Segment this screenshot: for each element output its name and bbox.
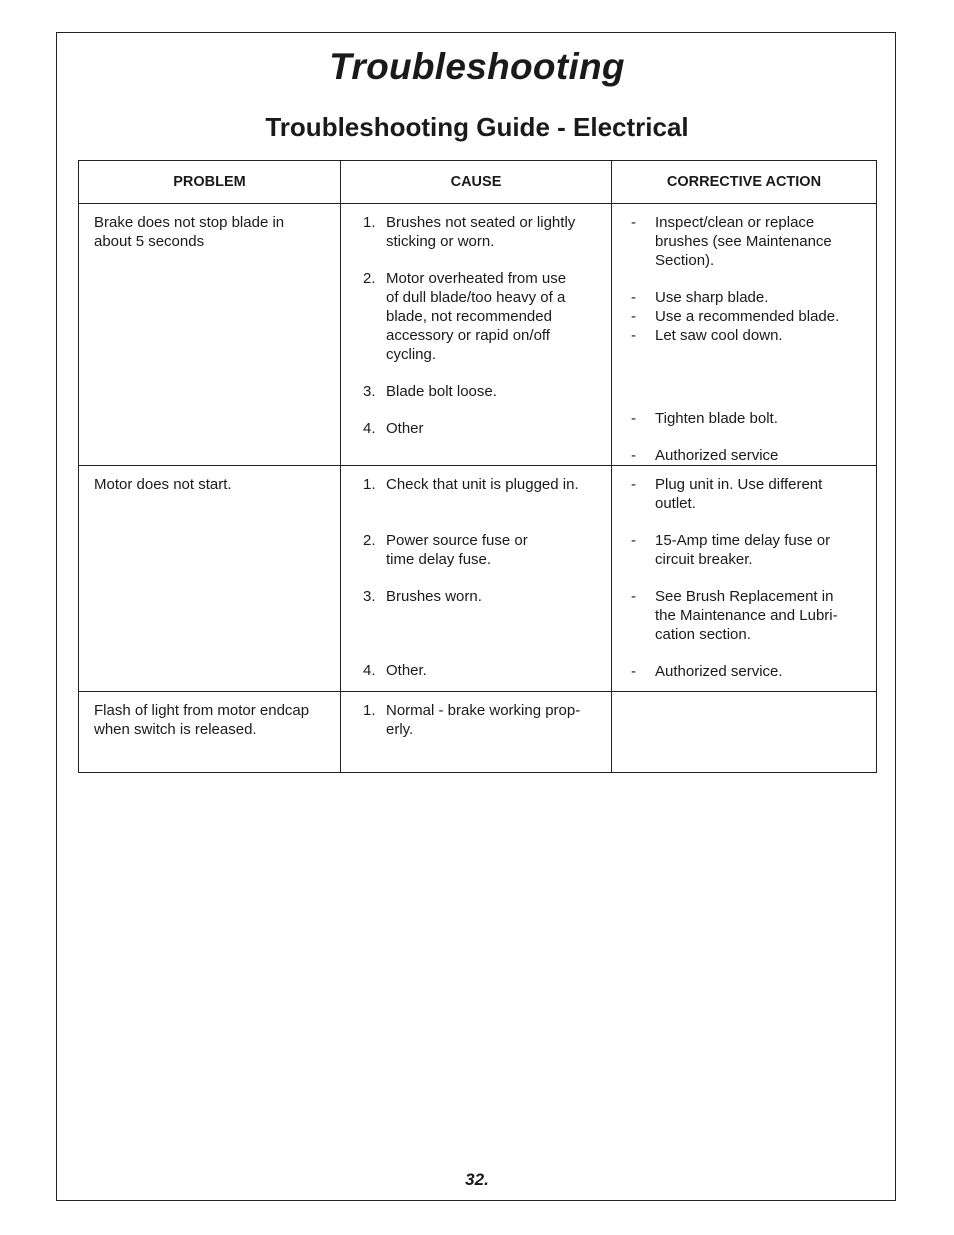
problem-text: Motor does not start. — [94, 476, 232, 493]
cause-cell — [341, 204, 612, 466]
action-text: Use a recommended blade. — [655, 308, 840, 325]
cause-text: Normal - brake working prop- erly. — [386, 702, 581, 738]
action-item — [631, 326, 870, 345]
action-item — [631, 662, 870, 681]
action-text: See Brush Replacement in the Maintenance and Lubri- cation section. — [655, 588, 838, 643]
action-item — [631, 307, 870, 326]
cause-text: Blade bolt loose. — [386, 383, 497, 400]
cause-text: Brushes not seated or lightly sticking or worn. — [386, 214, 576, 250]
cause-text: Check that unit is plugged in. — [386, 476, 579, 493]
cause-item — [363, 269, 605, 364]
action-item — [631, 475, 870, 513]
cause-cell — [341, 692, 612, 773]
problem-cell — [79, 692, 341, 773]
action-group — [631, 531, 870, 569]
action-group — [631, 475, 870, 513]
troubleshooting-table — [78, 160, 877, 773]
cause-number: 1. — [363, 214, 376, 231]
action-text: Let saw cool down. — [655, 327, 783, 344]
action-cell — [612, 204, 877, 466]
dash-bullet: - — [631, 289, 636, 306]
cause-text: Other — [386, 420, 424, 437]
cause-number: 1. — [363, 476, 376, 493]
cause-number: 4. — [363, 420, 376, 437]
page-number: 32. — [465, 1170, 489, 1189]
problem-text: Brake does not stop blade in about 5 seconds — [94, 214, 285, 250]
action-text: Authorized service — [655, 447, 779, 464]
cause-item — [363, 661, 605, 680]
header-cause: CAUSE — [341, 161, 612, 204]
dash-bullet: - — [631, 308, 636, 325]
action-cell — [612, 692, 877, 773]
cause-item — [363, 382, 605, 401]
cause-number: 4. — [363, 662, 376, 679]
cause-number: 3. — [363, 588, 376, 605]
section-subtitle: Troubleshooting Guide - Electrical — [265, 112, 689, 142]
action-item — [631, 213, 870, 270]
cause-cell — [341, 466, 612, 692]
cause-number: 3. — [363, 383, 376, 400]
problem-cell — [79, 466, 341, 692]
action-text: Authorized service. — [655, 663, 783, 680]
cause-text: Motor overheated from use of dull blade/too heavy of a blade, not recommended accessory or rapid on/off cycling. — [386, 270, 567, 363]
dash-bullet: - — [631, 447, 636, 464]
dash-bullet: - — [631, 214, 636, 231]
cause-item — [363, 701, 605, 739]
action-group — [631, 662, 870, 681]
action-group — [631, 587, 870, 644]
action-item — [631, 288, 870, 307]
cause-text: Power source fuse or time delay fuse. — [386, 532, 528, 568]
cause-text: Brushes worn. — [386, 588, 482, 605]
dash-bullet: - — [631, 532, 636, 549]
action-group — [631, 446, 870, 465]
problem-text: Flash of light from motor endcap when switch is released. — [94, 702, 310, 738]
dash-bullet: - — [631, 588, 636, 605]
header-problem: PROBLEM — [79, 161, 341, 204]
table-row — [79, 466, 877, 692]
problem-cell — [79, 204, 341, 466]
action-item — [631, 446, 870, 465]
action-item — [631, 531, 870, 569]
cause-item — [363, 475, 605, 494]
action-group — [631, 409, 870, 428]
dash-bullet: - — [631, 410, 636, 427]
dash-bullet: - — [631, 327, 636, 344]
action-group — [631, 288, 870, 345]
cause-number: 1. — [363, 702, 376, 719]
header-corrective-action: CORRECTIVE ACTION — [612, 161, 877, 204]
action-text: Inspect/clean or replace brushes (see Maintenance Section). — [655, 214, 832, 269]
action-text: Tighten blade bolt. — [655, 410, 778, 427]
action-cell — [612, 466, 877, 692]
cause-number: 2. — [363, 270, 376, 287]
action-item — [631, 409, 870, 428]
cause-item — [363, 213, 605, 251]
table-row — [79, 692, 877, 773]
dash-bullet: - — [631, 476, 636, 493]
page-title: Troubleshooting — [329, 46, 625, 87]
action-text: Plug unit in. Use different outlet. — [655, 476, 823, 512]
action-item — [631, 587, 870, 644]
action-text: 15-Amp time delay fuse or circuit breaker. — [655, 532, 831, 568]
action-text: Use sharp blade. — [655, 289, 769, 306]
cause-number: 2. — [363, 532, 376, 549]
cause-text: Other. — [386, 662, 427, 679]
table-header-row — [79, 161, 877, 204]
cause-item — [363, 587, 605, 606]
dash-bullet: - — [631, 663, 636, 680]
action-group — [631, 213, 870, 270]
cause-item — [363, 531, 605, 569]
cause-item — [363, 419, 605, 438]
table-row — [79, 204, 877, 466]
